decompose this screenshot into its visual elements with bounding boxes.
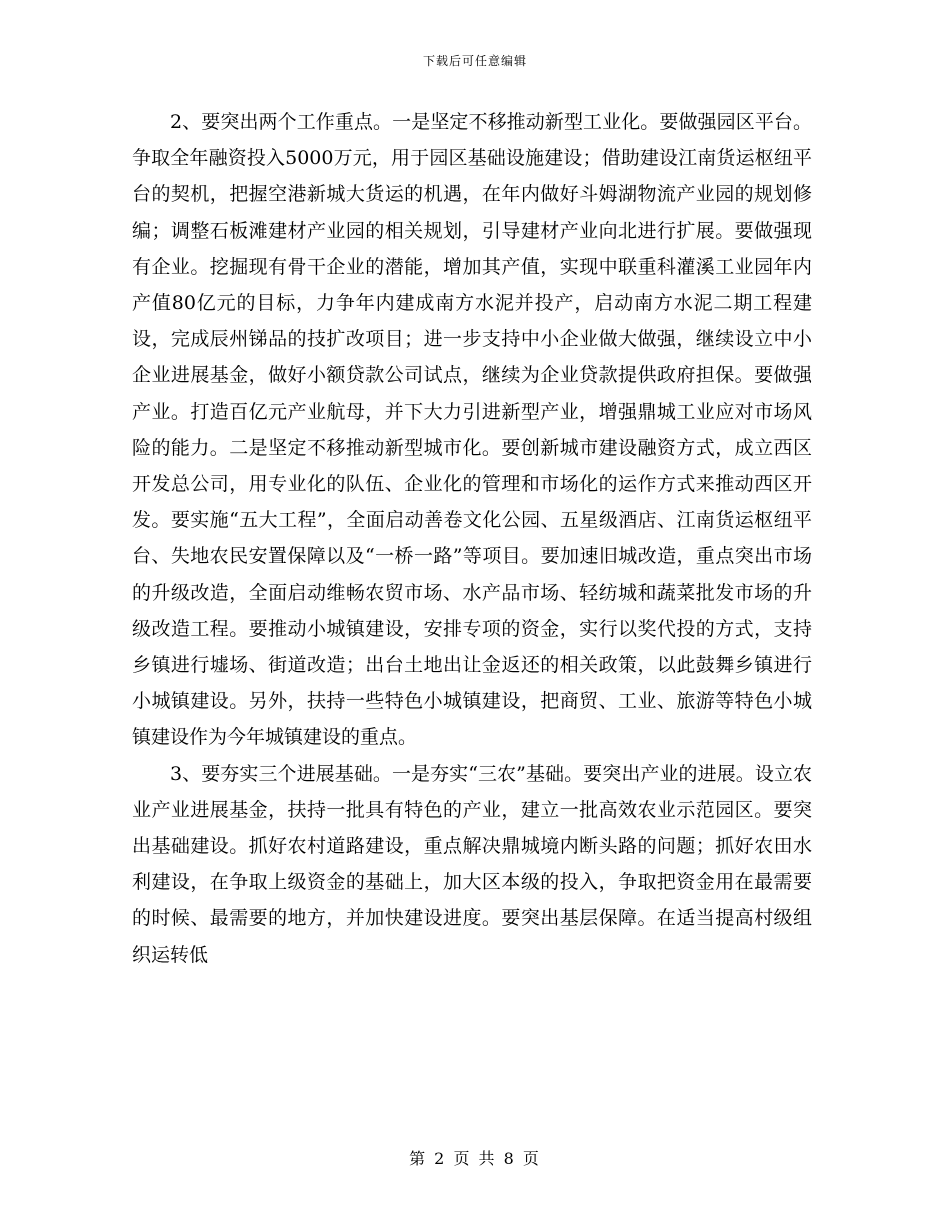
paragraph-development-foundation: 3、要夯实三个进展基础。一是夯实“三农”基础。要突出产业的进展。设立农业产业进展基金，扶持一批具有特色的产业，建立一批高效农业示范园区。要突出基础建设。抓好农村道路建设，重点解决鼎城境内断头路的问题；抓好农田水利建设，在争取上级资金的基础上，加大区本级的投入，争取把资金用在最需要的时候、最需要的地方，并加快建设进度。要突出基层保障。在适当提高村级组织运转低 — [132, 762, 812, 966]
page-number-footer: 第 2 页 共 8 页 — [409, 1149, 541, 1168]
page-header: 下载后可任意编辑 — [422, 54, 527, 68]
document-body — [132, 104, 812, 973]
paragraph-work-focus: 2、要突出两个工作重点。一是坚定不移推动新型工业化。要做强园区平台。争取全年融资投入5000万元，用于园区基础设施建设；借助建设江南货运枢纽平台的契机，把握空港新城大货运的机遇，在年内做好斗姆湖物流产业园的规划修编；调整石板滩建材产业园的相关规划，引导建材产业向北进行扩展。要做强现有企业。挖掘现有骨干企业的潜能，增加其产值，实现中联重科灌溪工业园年内产值80亿元的目标，力争年内建成南方水泥并投产，启动南方水泥二期工程建设，完成辰州锑品的技扩改项目；进一步支持中小企业做大做强，继续设立中小企业进展基金，做好小额贷款公司试点，继续为企业贷款提供政府担保。要做强产业。打造百亿元产业航母，并下大力引进新型产业，增强鼎城工业应对市场风险的能力。二是坚定不移推动新型城市化。要创新城市建设融资方式，成立西区开发总公司，用专业化的队伍、企业化的管理和市场化的运作方式来推动西区开发。要实施“五大工程”，全面启动善卷文化公园、五星级酒店、江南货运枢纽平台、失地农民安置保障以及“一桥一路”等项目。要加速旧城改造，重点突出市场的升级改造，全面启动维畅农贸市场、水产品市场、轻纺城和蔬菜批发市场的升级改造工程。要推动小城镇建设，安排专项的资金，实行以奖代投的方式，支持乡镇进行墟场、街道改造；出台土地出让金返还的相关政策，以此鼓舞乡镇进行小城镇建设。另外，扶持一些特色小城镇建设，把商贸、工业、旅游等特色小城镇建设作为今年城镇建设的重点。 — [132, 111, 812, 749]
